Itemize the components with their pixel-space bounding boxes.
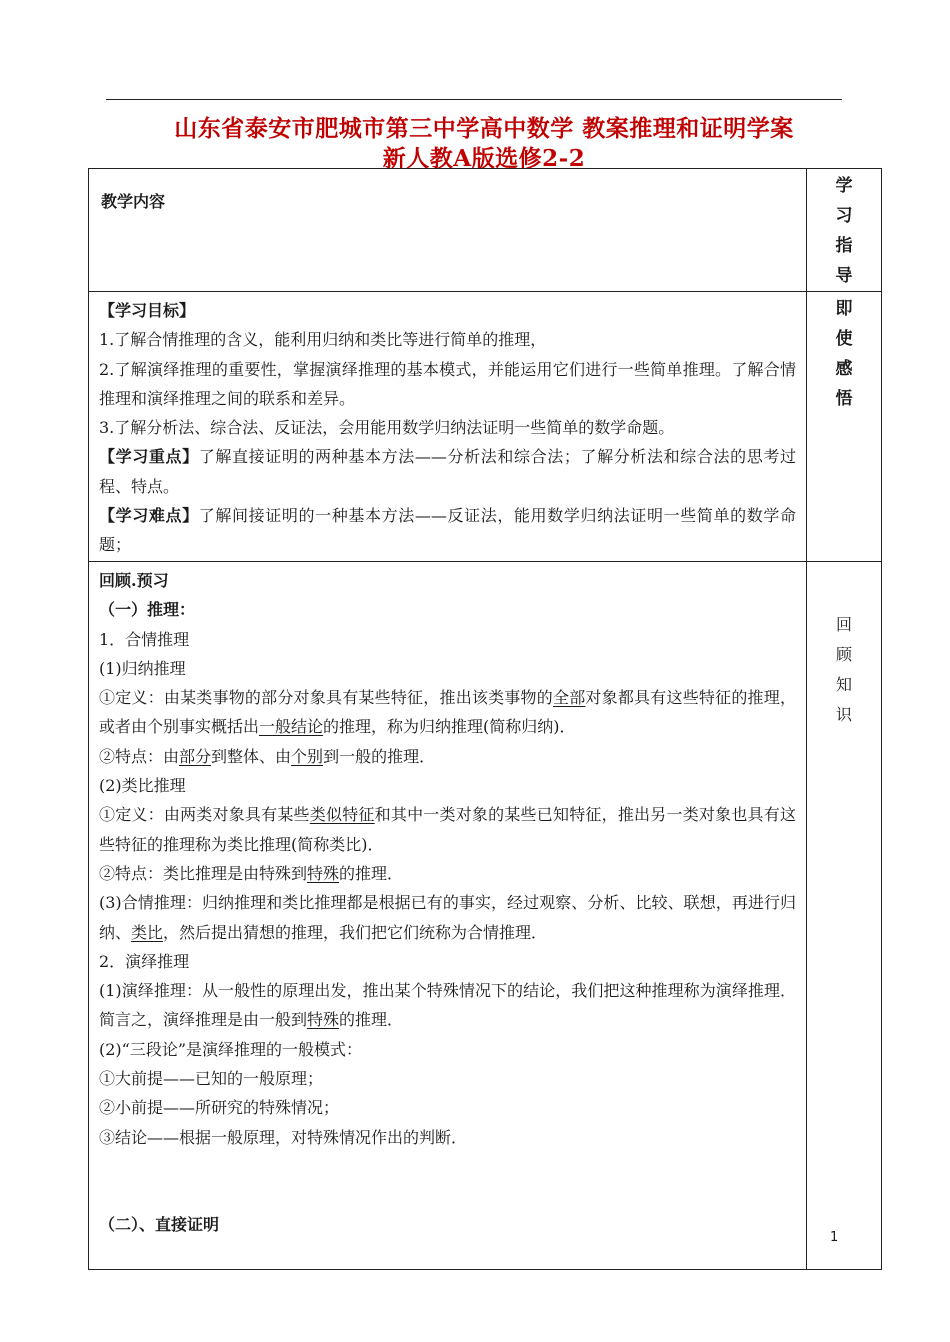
review-row [89,562,882,1270]
blank-answer: 特殊 [307,863,340,883]
text-run: 到整体、由 [211,746,292,766]
text-run: ①定义：由某类事物的部分对象具有某些特征，推出该类事物的 [99,688,553,708]
key-points-label: 【学习重点】 [99,447,199,467]
difficult-points-label: 【学习难点】 [99,506,199,526]
text-run: ②特点：类比推理是由特殊到 [99,863,308,883]
text-run: ①定义：由两类对象具有某些 [99,805,310,825]
blank-space [99,1152,796,1210]
induction-feature [99,742,796,771]
plausible-reasoning-title: 1．合情推理 [99,629,190,649]
syllogism-conclusion: ③结论——根据一般原理，对特殊情况作出的判断． [99,1127,468,1147]
analogy-title: (2)类比推理 [99,776,186,796]
header-guide-label: 学 习 指 导 [835,176,867,286]
text-run: 对象都具有这些特征的推理，或者由个别事实概括出 [99,688,796,737]
review-cell [89,562,807,1270]
blank-answer: 个别 [291,746,324,766]
review-side-label: 回 顾 知 识 [835,615,864,724]
objectives-heading: 【学习目标】 [99,301,196,320]
text-run: 到一般的推理． [323,746,436,766]
text-run: 的推理，称为归纳推理(简称归纳)． [323,717,576,737]
blank-answer: 部分 [179,746,212,766]
analogy-definition [99,800,796,859]
blank-answer: 特殊 [307,1010,340,1030]
table-header-row [89,169,882,292]
review-side-cell [807,562,882,1270]
induction-title: (1)归纳推理 [99,658,186,678]
header-content-label: 教学内容 [101,192,166,211]
text-run: ，然后提出猜想的推理，我们把它们统称为合情推理． [163,922,548,942]
section-direct-proof: （二）、直接证明 [99,1214,220,1234]
objective-item-1: 1.了解合情推理的含义，能利用归纳和类比等进行简单的推理， [99,330,547,350]
key-points [99,442,796,501]
key-points-text: 了解直接证明的两种基本方法——分析法和综合法；了解分析法和综合法的思考过程、特点。 [99,447,796,496]
blank-answer: 一般结论 [259,717,324,737]
document-title: 山东省泰安市肥城市第三中学高中数学 教案推理和证明学案 [174,115,794,142]
header-content-cell [89,169,807,292]
syllogism-major: ①大前提——已知的一般原理； [99,1069,324,1089]
text-run: 的推理． [339,863,404,883]
objectives-cell [89,292,807,562]
blank-answer: 全部 [552,688,586,708]
deduction-definition [99,976,796,1035]
objective-item-3: 3.了解分析法、综合法、反证法，会用能用数学归纳法证明一些简单的数学命题。 [99,418,675,438]
text-run: ②特点：由 [99,746,180,766]
plausible-reasoning-summary [99,888,796,947]
page-number: 1 [830,1230,839,1245]
review-heading: 回顾.预习 [99,571,169,590]
difficult-points-text: 了解间接证明的一种基本方法——反证法，能用数学归纳法证明一些简单的数学命题； [99,506,796,555]
objectives-row [89,292,882,562]
objective-item-2: 2.了解演绎推理的重要性，掌握演绎推理的基本模式，并能运用它们进行一些简单推理。了解合情推理和演绎推理之间的联系和差异。 [99,359,796,408]
objectives-side-label: 即 使 感 悟 [835,299,867,409]
document-subtitle: 新人教A版选修2-2 [382,145,586,172]
syllogism-intro: (2)“三段论”是演绎推理的一般模式： [99,1039,363,1059]
text-run: 和其中一类对象的某些已知特征，推出另一类对象也具有这些特征的推理称为类比推理(简称类比)． [99,805,796,854]
blank-answer: 类似特征 [309,805,375,825]
section-reasoning: （一）推理： [99,600,196,620]
analogy-feature [99,859,796,888]
difficult-points [99,501,796,560]
blank-answer: 类比 [131,922,164,942]
deductive-reasoning-title: 2．演绎推理 [99,951,190,971]
objectives-side-cell [807,292,882,562]
header-guide-cell [807,169,882,292]
header-rule [106,99,842,100]
syllogism-minor: ②小前提——所研究的特殊情况； [99,1098,340,1118]
induction-definition [99,683,796,742]
text-run: 的推理． [339,1010,404,1030]
text-run: (3)合情推理：归纳推理和类比推理都是根据已有的事实，经过观察、分析、比较、联想，再进行归纳、 [99,893,796,942]
lesson-table [88,168,882,1270]
text-run: (1)演绎推理：从一般性的原理出发，推出某个特殊情况下的结论，我们把这种推理称为演绎推理．简言之，演绎推理是由一般到 [99,981,796,1030]
